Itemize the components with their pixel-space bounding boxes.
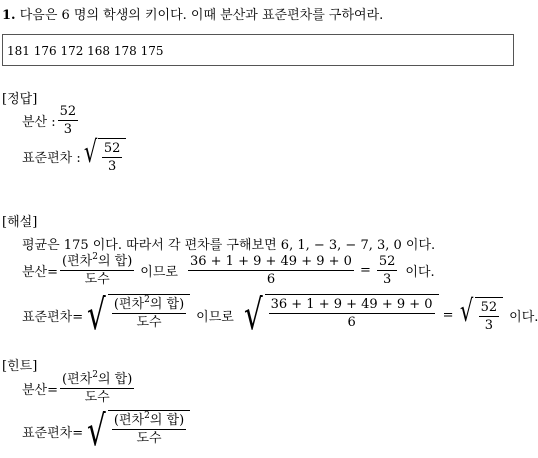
equals-sign: =: [442, 307, 454, 323]
answer-variance-den: 3: [63, 122, 73, 137]
explanation-variance-line: [22, 254, 435, 287]
formula-num-pre: (편차: [113, 413, 145, 428]
hint-variance-line: [22, 372, 136, 405]
explanation-formula-fraction: [60, 254, 134, 287]
sqrt-sign-icon: √: [460, 294, 474, 329]
calc-den: 6: [347, 315, 356, 330]
connector-text: 이므로: [140, 265, 178, 280]
hint-stddev-line: [22, 406, 190, 455]
answer-variance: [22, 104, 80, 137]
question-line: [2, 4, 383, 23]
hint-heading: [힌트]: [2, 359, 38, 374]
hint-formula-fraction: [60, 372, 134, 405]
sqrt-sign-icon: √: [83, 135, 98, 170]
result-num: 52: [378, 254, 396, 269]
data-box: [2, 34, 514, 66]
formula-num-post: 의 합): [149, 413, 185, 428]
sqrt-sign-icon: √: [87, 290, 106, 339]
result-num: 52: [480, 300, 498, 315]
formula-den: 도수: [84, 390, 110, 405]
calc-num: 36 + 1 + 9 + 49 + 9 + 0: [270, 297, 433, 312]
formula-den: 도수: [84, 272, 110, 287]
hint-formula-sqrt: [83, 406, 190, 455]
formula-num-sup: 2: [92, 252, 98, 262]
answer-stddev-den: 3: [108, 159, 117, 174]
formula-num-post: 의 합): [97, 372, 133, 387]
formula-num-pre: (편차: [62, 254, 93, 269]
end-text: 이다.: [405, 265, 435, 280]
answer-variance-label: 분산 :: [22, 115, 56, 130]
formula-den: 도수: [136, 431, 162, 446]
explanation-result-sqrt: [457, 294, 503, 333]
formula-num-sup: 2: [92, 370, 98, 380]
formula-num-sup: 2: [144, 411, 150, 421]
answer-heading: [정답]: [2, 92, 38, 107]
question-number: 1.: [2, 8, 16, 23]
explanation-stddev-label: 표준편차=: [22, 309, 84, 325]
explanation-stddev-line: [22, 290, 538, 339]
data-values: 181 176 172 168 178 175: [7, 44, 164, 58]
answer-stddev-label: 표준편차 :: [22, 150, 81, 166]
explanation-heading: [해설]: [2, 215, 38, 230]
explanation-formula-sqrt: [83, 290, 190, 339]
calc-den: 6: [266, 272, 276, 287]
hint-variance-label: 분산=: [22, 383, 59, 398]
sqrt-sign-icon: √: [87, 406, 106, 455]
end-text: 이다.: [509, 309, 538, 325]
explanation-calc-fraction: [188, 254, 354, 287]
formula-num-pre: (편차: [62, 372, 93, 387]
sqrt-sign-icon: √: [243, 290, 263, 339]
answer-stddev-sqrt: [81, 135, 127, 174]
formula-num-post: 의 합): [149, 297, 185, 312]
answer-variance-fraction: [58, 104, 79, 137]
answer-stddev-fraction: [102, 141, 123, 174]
answer-stddev-num: 52: [103, 141, 121, 156]
explanation-variance-label: 분산=: [22, 265, 59, 280]
explanation-result-fraction: [377, 254, 398, 287]
question-text: 다음은 6 명의 학생의 키이다. 이때 분산과 표준편차를 구하여라.: [19, 8, 384, 23]
result-den: 3: [484, 318, 494, 333]
answer-variance-num: 52: [59, 104, 77, 119]
explanation-calc-sqrt: [240, 290, 439, 339]
formula-den: 도수: [136, 315, 162, 330]
result-den: 3: [382, 272, 392, 287]
formula-num-post: 의 합): [97, 254, 133, 269]
formula-num-sup: 2: [144, 295, 150, 305]
calc-num: 36 + 1 + 9 + 49 + 9 + 0: [189, 254, 352, 269]
answer-stddev: [22, 135, 126, 174]
connector-text: 이므로: [196, 309, 234, 325]
formula-num-pre: (편차: [113, 297, 145, 312]
equals-sign: =: [359, 263, 371, 278]
hint-stddev-label: 표준편차=: [22, 425, 84, 441]
explanation-line1: 평균은 175 이다. 따라서 각 편차를 구해보면 6, 1, − 3, − 7, 3, 0 이다.: [22, 238, 436, 253]
